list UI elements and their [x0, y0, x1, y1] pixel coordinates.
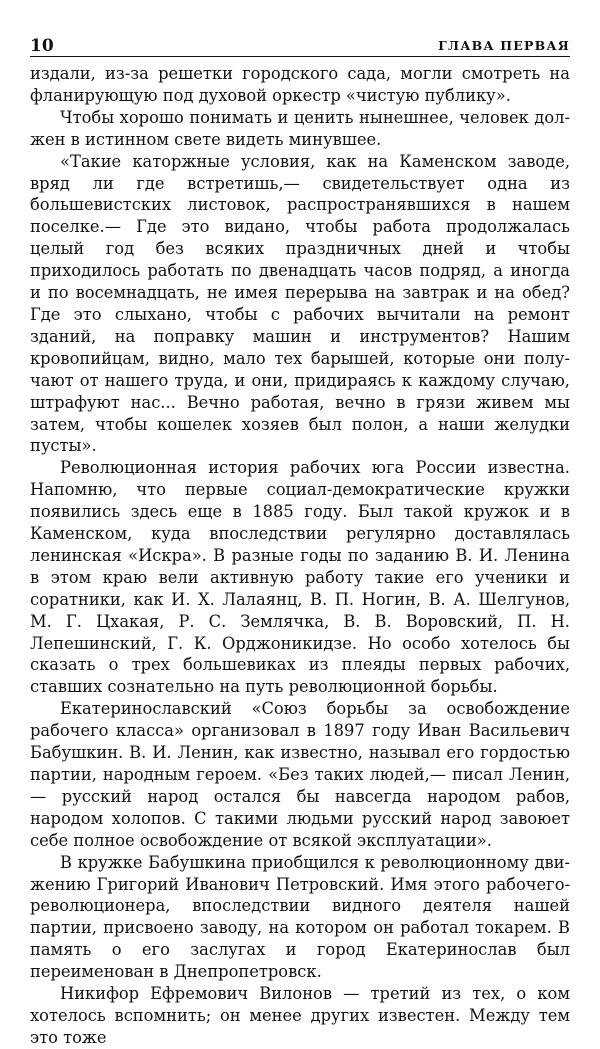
page: [30, 36, 570, 1049]
running-head: [30, 36, 570, 56]
paragraph: В кружке Бабушкина приобщился к революционному движению Григорий Иванович Петровский. Имя этого рабочего-революционера, впоследствии видного деятеля нашей партии, присвоено заводу, на котором он работал токарем. В память о его заслугах и город Екатеринослав был переименован в Днепропетровск.: [30, 852, 570, 982]
body-text: [30, 63, 570, 1049]
paragraph: Никифор Ефремович Вилонов — третий из тех, о ком хотелось вспомнить; он менее других известен. Между тем это тоже: [30, 984, 570, 1047]
chapter-title: ГЛАВА ПЕРВАЯ: [438, 38, 570, 53]
paragraph: Революционная история рабочих юга России известна. Напомню, что первые социал-демократические кружки появились здесь еще в 1885 году. Был такой кружок и в Каменском, куда впоследствии регулярно доставлялась ленинская «Искра». В разные годы по заданию В. И. Ленина в этом краю вели активную работу такие его ученики и соратники, как И. Х. Лалаянц, В. П. Ногин, В. А. Шелгунов, М. Г. Цхакая, Р. С. Землячка, В. В. Воровский, П. Н. Лепешинский, Г. К. Орджоникидзе. Но особо хотелось бы сказать о трех большевиках из плеяды первых рабочих, ставших сознательно на путь революционной борьбы.: [30, 458, 570, 697]
header-rule: [30, 56, 570, 57]
paragraph: Екатеринославский «Союз борьбы за освобождение рабочего класса» организовал в 1897 году Иван Васильевич Бабушкин. В. И. Ленин, как известно, называл его гордостью партии, народным героем. «Без таких людей,— писал Ленин,— русский народ остался бы навсегда народом рабов, народом холопов. С такими людьми русский народ завоюет себе полное освобождение от всякой эксплуатации».: [30, 699, 570, 850]
page-number: 10: [30, 36, 54, 56]
paragraph-continuation: издали, из-за решетки городского сада, могли смотреть на фланирующую под духовой оркестр «чистую публику».: [30, 64, 570, 105]
paragraph-quote-leaflet: «Такие каторжные условия, как на Каменском заводе, вряд ли где встретишь,— свидетельствует одна из большевистских листовок, распространявшихся в нашем поселке.— Где это видано, чтобы работа продолжалась целый год без всяких праздничных дней и чтобы приходилось работать по двенадцать часов подряд, а иногда и по восемнадцать, не имея перерыва на завтрак и на обед? Где это слыхано, чтобы с рабочих вычитали на ремонт зданий, на поправку машин и инструментов? Нашим кровопийцам, видно, мало тех барышей, которые они получают от нашего труда, и они, придираясь к каждому случаю, штрафуют нас... Вечно работая, вечно в грязи живем мы затем, чтобы кошелек хозяев был полон, а наши желудки пусты».: [30, 151, 570, 456]
paragraph: Чтобы хорошо понимать и ценить нынешнее, человек должен в истинном свете видеть минувшее.: [30, 107, 570, 149]
